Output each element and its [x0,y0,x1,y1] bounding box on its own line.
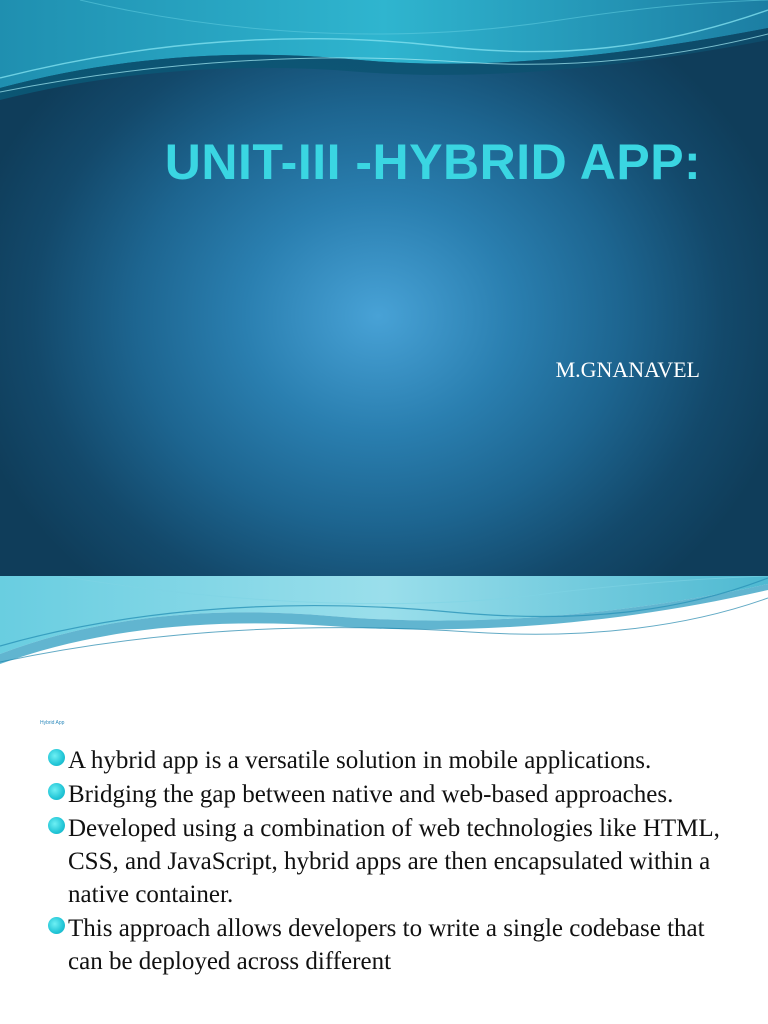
bullet-text: Bridging the gap between native and web-based approaches. [68,781,674,808]
slide-author: M.GNANAVEL [555,357,700,382]
circle-bullet-icon [48,817,65,834]
bullet-list [46,744,736,979]
header-wave-decoration [0,576,768,676]
content-slide [0,576,768,1024]
list-item [46,778,736,811]
bullet-text: This approach allows developers to write a single codebase that can be deployed across different [68,915,705,975]
list-item [46,912,736,978]
circle-bullet-icon [48,783,65,800]
slide-title: UNIT-III -HYBRID APP: [164,134,702,190]
bullet-text: A hybrid app is a versatile solution in mobile applications. [68,747,652,774]
list-item [46,812,736,911]
circle-bullet-icon [48,749,65,766]
list-item [46,744,736,777]
header-wave-decoration [0,0,768,120]
circle-bullet-icon [48,917,65,934]
slide-heading: Hybrid App [40,720,65,726]
bullet-text: Developed using a combination of web technologies like HTML, CSS, and JavaScript, hybrid apps are then encapsulated within a native container. [68,815,720,908]
